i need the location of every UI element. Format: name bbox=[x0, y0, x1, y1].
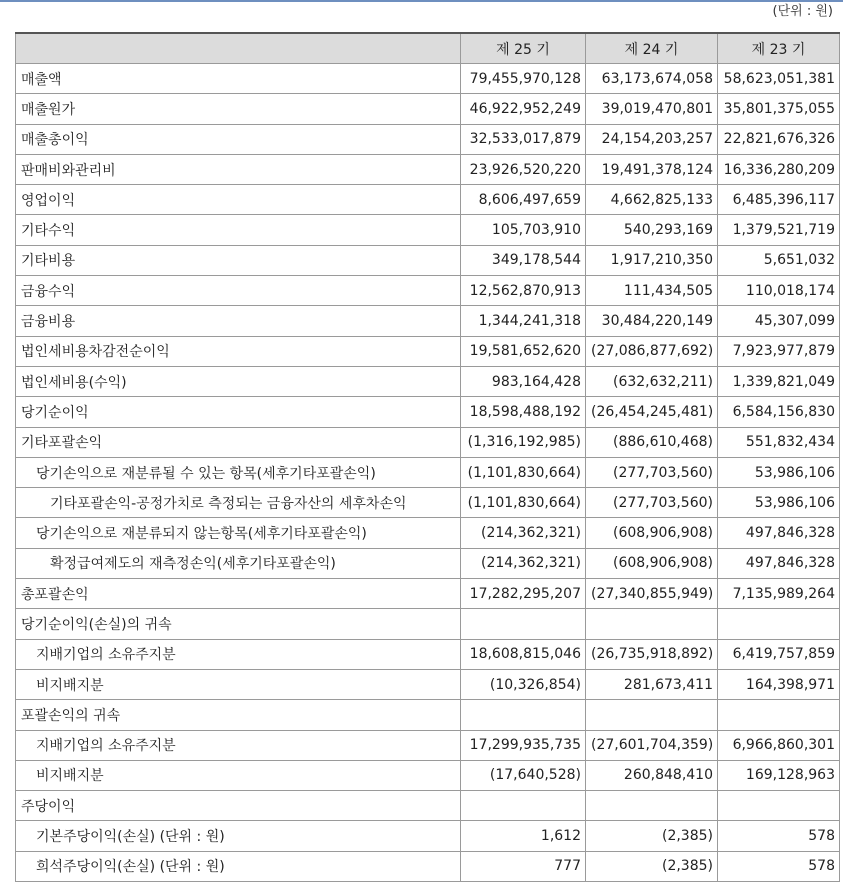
top-divider bbox=[0, 0, 843, 2]
value-period-25: 32,533,017,879 bbox=[461, 124, 586, 154]
table-row bbox=[16, 669, 840, 699]
table-row bbox=[16, 851, 840, 881]
row-label: 비지배지분 bbox=[16, 669, 461, 699]
table-row bbox=[16, 64, 840, 94]
row-label: 매출원가 bbox=[16, 94, 461, 124]
value-period-23: 110,018,174 bbox=[718, 276, 840, 306]
value-period-23: 58,623,051,381 bbox=[718, 64, 840, 94]
value-period-24: 1,917,210,350 bbox=[586, 245, 718, 275]
value-period-24: (277,703,560) bbox=[586, 457, 718, 487]
value-period-25: 105,703,910 bbox=[461, 215, 586, 245]
value-period-23: 5,651,032 bbox=[718, 245, 840, 275]
value-period-23: 45,307,099 bbox=[718, 306, 840, 336]
value-period-25: 1,612 bbox=[461, 821, 586, 851]
table-row bbox=[16, 579, 840, 609]
value-period-24: (26,735,918,892) bbox=[586, 639, 718, 669]
value-period-23: 497,846,328 bbox=[718, 518, 840, 548]
value-period-23: 1,379,521,719 bbox=[718, 215, 840, 245]
value-period-24: (27,086,877,692) bbox=[586, 336, 718, 366]
value-period-25: 12,562,870,913 bbox=[461, 276, 586, 306]
table-row bbox=[16, 245, 840, 275]
table-row bbox=[16, 366, 840, 396]
table-row bbox=[16, 518, 840, 548]
table-row bbox=[16, 548, 840, 578]
row-label: 기본주당이익(손실) (단위 : 원) bbox=[16, 821, 461, 851]
value-period-25: 46,922,952,249 bbox=[461, 94, 586, 124]
row-label: 지배기업의 소유주지분 bbox=[16, 730, 461, 760]
value-period-24: (608,906,908) bbox=[586, 518, 718, 548]
row-label: 매출총이익 bbox=[16, 124, 461, 154]
value-period-25: 18,608,815,046 bbox=[461, 639, 586, 669]
value-period-24: 39,019,470,801 bbox=[586, 94, 718, 124]
value-period-25: (17,640,528) bbox=[461, 760, 586, 790]
table-row bbox=[16, 94, 840, 124]
value-period-24: (27,340,855,949) bbox=[586, 579, 718, 609]
row-label: 희석주당이익(손실) (단위 : 원) bbox=[16, 851, 461, 881]
value-period-24: 111,434,505 bbox=[586, 276, 718, 306]
header-period-24: 제 24 기 bbox=[586, 33, 718, 64]
row-label: 금융수익 bbox=[16, 276, 461, 306]
value-period-25: (10,326,854) bbox=[461, 669, 586, 699]
value-period-25: 17,282,295,207 bbox=[461, 579, 586, 609]
value-period-25 bbox=[461, 791, 586, 821]
row-label: 확정급여제도의 재측정손익(세후기타포괄손익) bbox=[16, 548, 461, 578]
row-label: 금융비용 bbox=[16, 306, 461, 336]
value-period-25: 983,164,428 bbox=[461, 366, 586, 396]
value-period-24: (27,601,704,359) bbox=[586, 730, 718, 760]
unit-label: (단위 : 원) bbox=[772, 4, 833, 19]
table-row bbox=[16, 730, 840, 760]
value-period-24: (26,454,245,481) bbox=[586, 397, 718, 427]
row-label: 판매비와관리비 bbox=[16, 154, 461, 184]
value-period-24: (632,632,211) bbox=[586, 366, 718, 396]
row-label: 지배기업의 소유주지분 bbox=[16, 639, 461, 669]
value-period-24: 540,293,169 bbox=[586, 215, 718, 245]
table-row bbox=[16, 306, 840, 336]
row-label: 영업이익 bbox=[16, 185, 461, 215]
value-period-25: 18,598,488,192 bbox=[461, 397, 586, 427]
value-period-24: 281,673,411 bbox=[586, 669, 718, 699]
value-period-24: (608,906,908) bbox=[586, 548, 718, 578]
value-period-24: (277,703,560) bbox=[586, 488, 718, 518]
income-statement-table bbox=[15, 32, 840, 882]
value-period-24: (2,385) bbox=[586, 821, 718, 851]
row-label: 매출액 bbox=[16, 64, 461, 94]
value-period-25: (214,362,321) bbox=[461, 518, 586, 548]
value-period-23: 6,584,156,830 bbox=[718, 397, 840, 427]
table-row bbox=[16, 397, 840, 427]
value-period-24: 30,484,220,149 bbox=[586, 306, 718, 336]
value-period-23: 578 bbox=[718, 821, 840, 851]
value-period-23: 578 bbox=[718, 851, 840, 881]
row-label: 당기손익으로 재분류될 수 있는 항목(세후기타포괄손익) bbox=[16, 457, 461, 487]
table-row bbox=[16, 760, 840, 790]
table-row bbox=[16, 154, 840, 184]
value-period-24: 4,662,825,133 bbox=[586, 185, 718, 215]
table-row bbox=[16, 457, 840, 487]
value-period-25 bbox=[461, 700, 586, 730]
value-period-23 bbox=[718, 791, 840, 821]
table-row bbox=[16, 821, 840, 851]
table-row bbox=[16, 185, 840, 215]
value-period-23: 7,135,989,264 bbox=[718, 579, 840, 609]
value-period-23: 7,923,977,879 bbox=[718, 336, 840, 366]
row-label: 기타비용 bbox=[16, 245, 461, 275]
value-period-24: 24,154,203,257 bbox=[586, 124, 718, 154]
value-period-25 bbox=[461, 609, 586, 639]
value-period-25: (1,316,192,985) bbox=[461, 427, 586, 457]
value-period-23: 1,339,821,049 bbox=[718, 366, 840, 396]
value-period-23: 551,832,434 bbox=[718, 427, 840, 457]
value-period-23: 164,398,971 bbox=[718, 669, 840, 699]
row-label: 당기손익으로 재분류되지 않는항목(세후기타포괄손익) bbox=[16, 518, 461, 548]
value-period-24: 63,173,674,058 bbox=[586, 64, 718, 94]
value-period-23: 6,485,396,117 bbox=[718, 185, 840, 215]
value-period-25: 19,581,652,620 bbox=[461, 336, 586, 366]
header-blank bbox=[16, 33, 461, 64]
value-period-25: 17,299,935,735 bbox=[461, 730, 586, 760]
value-period-25: (1,101,830,664) bbox=[461, 457, 586, 487]
row-label: 기타포괄손익 bbox=[16, 427, 461, 457]
value-period-24: (2,385) bbox=[586, 851, 718, 881]
value-period-24 bbox=[586, 791, 718, 821]
value-period-25: 777 bbox=[461, 851, 586, 881]
row-label: 총포괄손익 bbox=[16, 579, 461, 609]
row-label: 법인세비용(수익) bbox=[16, 366, 461, 396]
table-row bbox=[16, 791, 840, 821]
value-period-23: 22,821,676,326 bbox=[718, 124, 840, 154]
value-period-23: 53,986,106 bbox=[718, 488, 840, 518]
row-label: 포괄손익의 귀속 bbox=[16, 700, 461, 730]
header-row bbox=[16, 33, 840, 64]
value-period-24: 260,848,410 bbox=[586, 760, 718, 790]
value-period-23: 6,966,860,301 bbox=[718, 730, 840, 760]
row-label: 주당이익 bbox=[16, 791, 461, 821]
value-period-23: 53,986,106 bbox=[718, 457, 840, 487]
table-row bbox=[16, 488, 840, 518]
value-period-24 bbox=[586, 700, 718, 730]
table-row bbox=[16, 215, 840, 245]
table-row bbox=[16, 336, 840, 366]
value-period-23: 16,336,280,209 bbox=[718, 154, 840, 184]
value-period-25: 1,344,241,318 bbox=[461, 306, 586, 336]
value-period-24: 19,491,378,124 bbox=[586, 154, 718, 184]
row-label: 법인세비용차감전순이익 bbox=[16, 336, 461, 366]
row-label: 기타포괄손익-공정가치로 측정되는 금융자산의 세후차손익 bbox=[16, 488, 461, 518]
table-row bbox=[16, 124, 840, 154]
value-period-23: 169,128,963 bbox=[718, 760, 840, 790]
value-period-23 bbox=[718, 700, 840, 730]
table-row bbox=[16, 609, 840, 639]
table-row bbox=[16, 276, 840, 306]
value-period-25: 349,178,544 bbox=[461, 245, 586, 275]
row-label: 기타수익 bbox=[16, 215, 461, 245]
value-period-24: (886,610,468) bbox=[586, 427, 718, 457]
value-period-23: 35,801,375,055 bbox=[718, 94, 840, 124]
value-period-25: 8,606,497,659 bbox=[461, 185, 586, 215]
value-period-25: (1,101,830,664) bbox=[461, 488, 586, 518]
row-label: 당기순이익(손실)의 귀속 bbox=[16, 609, 461, 639]
value-period-24 bbox=[586, 609, 718, 639]
value-period-23: 6,419,757,859 bbox=[718, 639, 840, 669]
value-period-23: 497,846,328 bbox=[718, 548, 840, 578]
value-period-25: 23,926,520,220 bbox=[461, 154, 586, 184]
header-period-23: 제 23 기 bbox=[718, 33, 840, 64]
row-label: 비지배지분 bbox=[16, 760, 461, 790]
header-period-25: 제 25 기 bbox=[461, 33, 586, 64]
table-row bbox=[16, 700, 840, 730]
table-row bbox=[16, 427, 840, 457]
value-period-25: (214,362,321) bbox=[461, 548, 586, 578]
table-row bbox=[16, 639, 840, 669]
value-period-23 bbox=[718, 609, 840, 639]
row-label: 당기순이익 bbox=[16, 397, 461, 427]
value-period-25: 79,455,970,128 bbox=[461, 64, 586, 94]
